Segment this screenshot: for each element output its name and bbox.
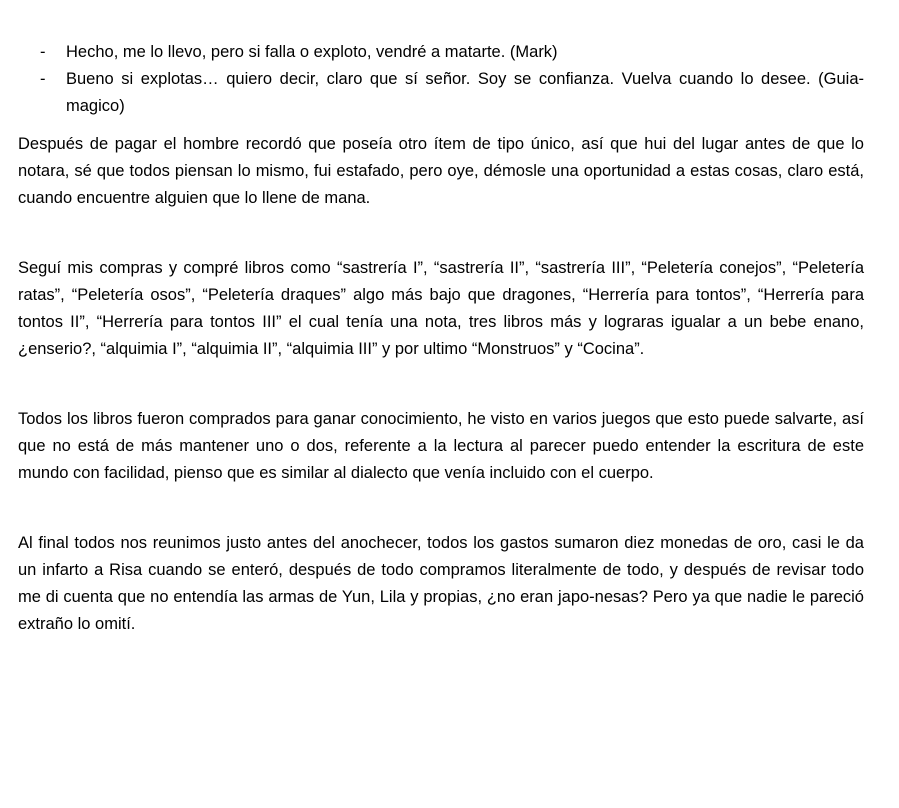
dialogue-line (18, 66, 864, 120)
dialogue-list (18, 39, 864, 120)
dialogue-line (18, 39, 864, 66)
paragraph: Después de pagar el hombre recordó que poseía otro ítem de tipo único, así que hui del lugar antes de que lo notara, sé que todos piensan lo mismo, fui estafado, pero oye, démosle una oportunidad a estas cosas, claro está, cuando encuentre alguien que lo llene de mana. (18, 135, 864, 207)
dialogue-text: Bueno si explotas… quiero decir, claro que sí señor. Soy se confianza. Vuelva cuando lo desee. (Guia-magico) (66, 70, 864, 115)
paragraph: Seguí mis compras y compré libros como “sastrería I”, “sastrería II”, “sastrería III”, “Peletería conejos”, “Peletería ratas”, “Peletería osos”, “Peletería draques” algo más bajo que dragones, “Herrería para tontos”, “Herrería para tontos II”, “Herrería para tontos III” el cual tenía una nota, tres libros más y lograras igualar a un bebe enano, ¿enserio?, “alquimia I”, “alquimia II”, “alquimia III” y por ultimo “Monstruos” y “Cocina”. (18, 259, 864, 358)
paragraph: Al final todos nos reunimos justo antes del anochecer, todos los gastos sumaron diez monedas de oro, casi le da un infarto a Risa cuando se enteró, después de todo compramos literalmente de todo, y después de revisar todo me di cuenta que no entendía las armas de Yun, Lila y propias, ¿no eran japo-nesas? Pero ya que nadie le pareció extraño lo omití. (18, 534, 864, 633)
dialogue-text: Hecho, me lo llevo, pero si falla o exploto, vendré a matarte. (Mark) (66, 43, 558, 61)
dialogue-dash: - (40, 43, 46, 61)
paragraph: Todos los libros fueron comprados para ganar conocimiento, he visto en varios juegos que esto puede salvarte, así que no está de más mantener uno o dos, referente a la lectura al parecer puedo entender la escritura de este mundo con facilidad, pienso que es similar al dialecto que venía incluido con el cuerpo. (18, 410, 864, 482)
dialogue-dash: - (40, 70, 46, 88)
